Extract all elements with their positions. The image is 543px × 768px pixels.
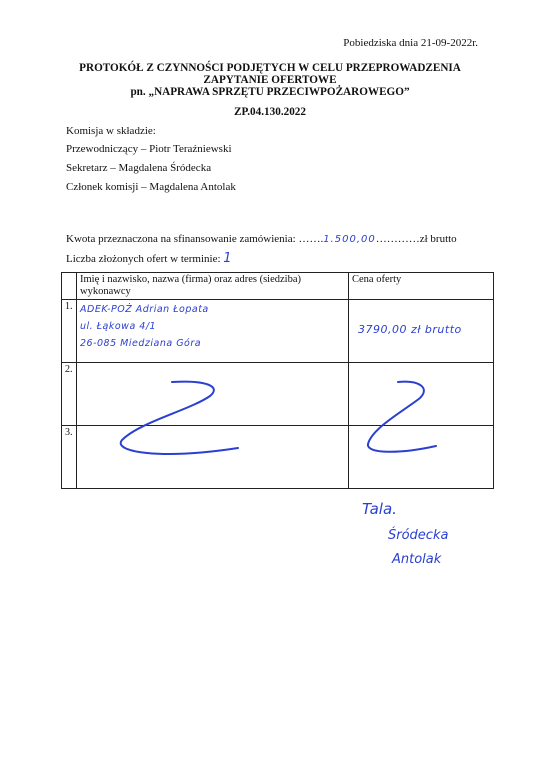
commission-member: Członek komisji – Magdalena Antolak bbox=[66, 181, 236, 193]
z-mark-contractor bbox=[121, 382, 238, 454]
signature-member: Antolak bbox=[392, 552, 442, 567]
header-contractor: Imię i nazwisko, nazwa (firma) oraz adres (siedziba) wykonawcy bbox=[77, 273, 349, 300]
financing-dots-before: ……. bbox=[298, 233, 324, 245]
procedure-name: pn. „NAPRAWA SPRZĘTU PRZECIWPOŻAROWEGO” bbox=[130, 86, 410, 98]
commission-chair: Przewodniczący – Piotr Teraźniewski bbox=[66, 143, 232, 155]
contractor-name: ADEK-POŻ Adrian Łopata bbox=[80, 304, 209, 315]
contractor-street: ul. Łąkowa 4/1 bbox=[80, 321, 157, 332]
offers-count-label: Liczba złożonych ofert w terminie: bbox=[66, 253, 224, 265]
procedure-type: ZAPYTANIE OFERTOWE bbox=[203, 74, 337, 86]
signature-secretary: Śródecka bbox=[388, 528, 449, 543]
z-mark-price bbox=[368, 382, 436, 452]
header-price: Cena oferty bbox=[349, 273, 494, 300]
offer-price: 3790,00 zł brutto bbox=[358, 323, 462, 336]
place-date: Pobiedziska dnia 21-09-2022r. bbox=[343, 37, 478, 49]
row-number: 3. bbox=[62, 426, 77, 489]
financing-label: Kwota przeznaczona na sfinansowanie zamówienia: bbox=[66, 233, 299, 245]
offers-count-value: 1 bbox=[223, 251, 232, 266]
row-number: 1. bbox=[62, 300, 77, 363]
commission-secretary: Sekretarz – Magdalena Śródecka bbox=[66, 162, 212, 174]
commission-heading: Komisja w składzie: bbox=[66, 125, 156, 137]
financing-amount: 1.500,00 bbox=[323, 234, 376, 245]
financing-dots-after: …………zł brutto bbox=[375, 233, 457, 245]
contractor-city: 26-085 Miedziana Góra bbox=[80, 338, 202, 349]
signature-chair: Tala. bbox=[362, 500, 397, 518]
protocol-title: PROTOKÓŁ Z CZYNNOŚCI PODJĘTYCH W CELU PRZEPROWADZENIA bbox=[79, 62, 461, 74]
reference-number: ZP.04.130.2022 bbox=[233, 106, 306, 118]
row-number: 2. bbox=[62, 363, 77, 426]
